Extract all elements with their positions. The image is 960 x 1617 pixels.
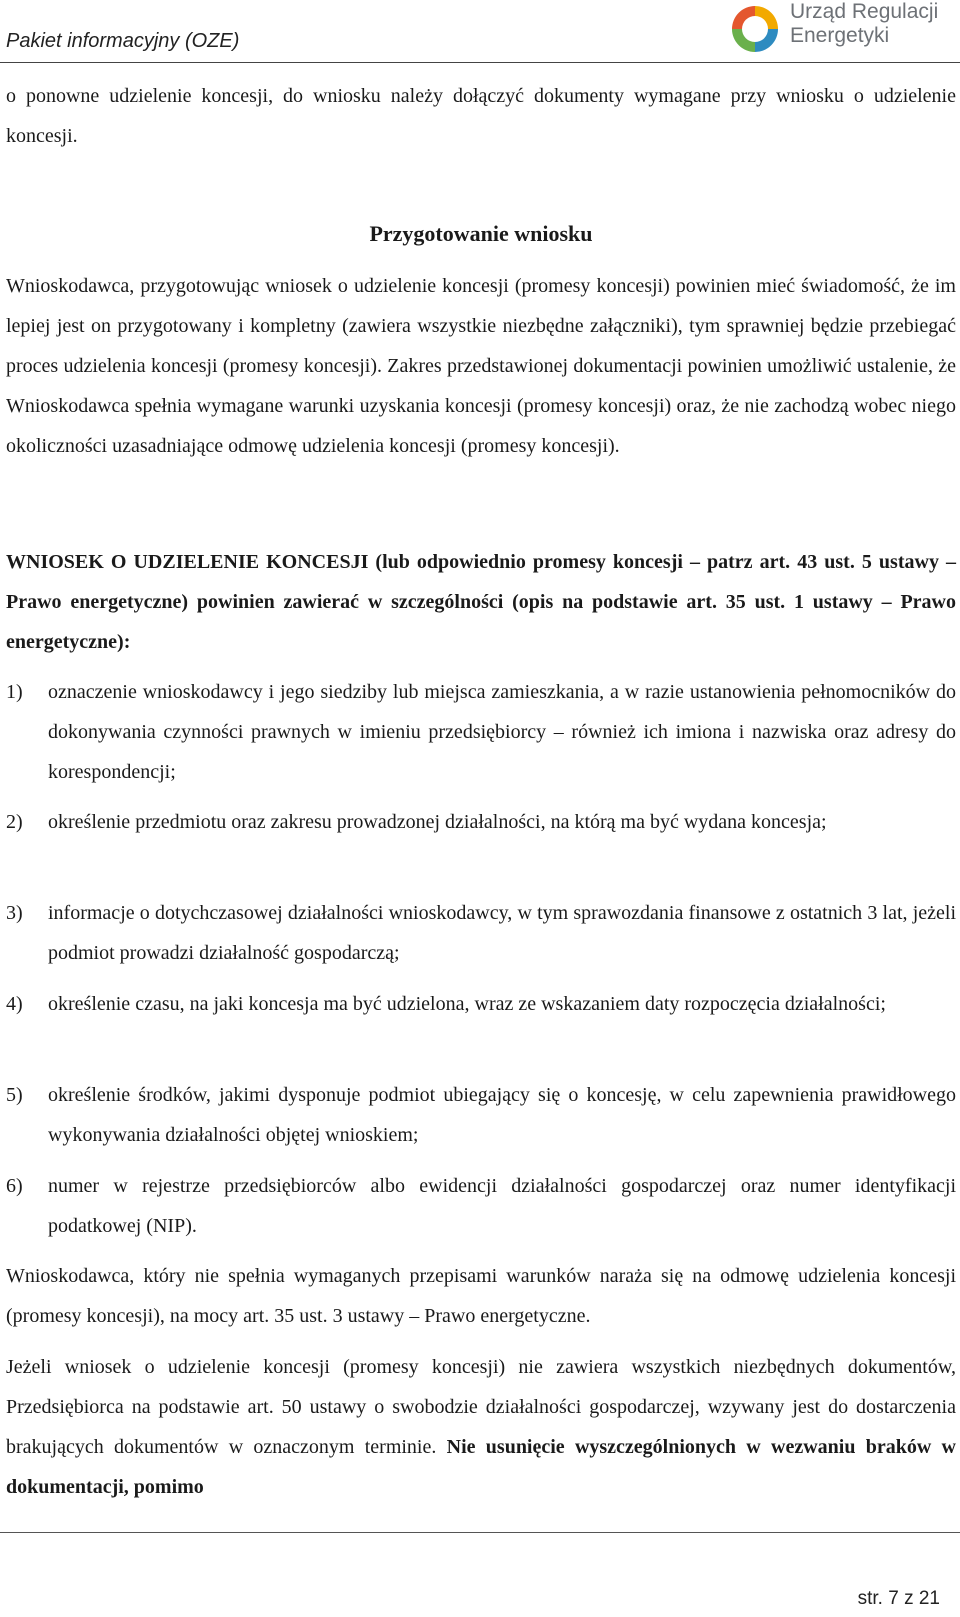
list-item-number: 6)	[6, 1175, 23, 1197]
intro-paragraph: o ponowne udzielenie koncesji, do wniosku należy dołączyć dokumenty wymagane przy wniosku o udzielenie koncesji.	[6, 85, 956, 147]
list-item-number: 1)	[6, 681, 23, 703]
list-item-text: określenie czasu, na jaki koncesja ma być udzielona, wraz ze wskazaniem daty rozpoczęcia działalności;	[48, 993, 886, 1015]
list-item-number: 5)	[6, 1084, 23, 1106]
list-item-number: 3)	[6, 902, 23, 924]
list-item-text: określenie przedmiotu oraz zakresu prowadzonej działalności, na którą ma być wydana koncesja;	[48, 811, 827, 833]
section-heading: Przygotowanie wniosku	[369, 221, 593, 246]
paragraph-preparation: Wnioskodawca, przygotowując wniosek o udzielenie koncesji (promesy koncesji) powinien mieć świadomość, że im lepiej jest on przygotowany i kompletny (zawiera wszystkie niezbędne załączniki), tym sprawniej będzie przebiegać proces udzielenia koncesji (promesy koncesji). Zakres przedstawionej dokumentacji powinien umożliwić ustalenie, że Wnioskodawca spełnia wymagane warunki uzyskania koncesji (promesy koncesji) oraz, że nie zachodzą wobec niego okoliczności uzasadniające odmowę udzielenia koncesji (promesy koncesji).	[6, 275, 956, 457]
header-divider	[0, 62, 960, 63]
list-item-text: informacje o dotychczasowej działalności wnioskodawcy, w tym sprawozdania finansowe z ostatnich 3 lat, jeżeli podmiot prowadzi działalność gospodarczą;	[48, 902, 956, 964]
document-title: Pakiet informacyjny (OZE)	[6, 30, 240, 52]
bold-intro-paragraph: WNIOSEK O UDZIELENIE KONCESJI (lub odpowiednio promesy koncesji – patrz art. 43 ust. 5 ustawy – Prawo energetyczne) powinien zawierać w szczególności (opis na podstawie art. 35 ust. 1 ustawy – Prawo energetyczne):	[6, 551, 956, 653]
footer-divider	[0, 1532, 960, 1533]
list-item-number: 2)	[6, 811, 23, 833]
logo-text	[790, 0, 938, 48]
logo-line-2: Energetyki	[790, 24, 890, 47]
page-header	[0, 0, 960, 60]
list-item-text: numer w rejestrze przedsiębiorców albo ewidencji działalności gospodarczej oraz numer identyfikacji podatkowej (NIP).	[48, 1175, 956, 1237]
paragraph-missing-documents	[6, 1347, 956, 1507]
list-item-text: oznaczenie wnioskodawcy i jego siedziby lub miejsca zamieszkania, a w razie ustanowienia pełnomocników do dokonywania czynności prawnych w imieniu przedsiębiorcy – również ich imiona i nazwiska oraz adresy do korespondencji;	[48, 681, 956, 783]
paragraph-missing-documents-bold: Nie usunięcie wyszczególnionych w wezwaniu braków w dokumentacji, pomimo	[6, 1436, 956, 1498]
ure-logo	[728, 0, 958, 56]
ure-logo-icon	[728, 2, 782, 56]
logo-line-1: Urząd Regulacji	[790, 0, 939, 23]
list-item-text: określenie środków, jakimi dysponuje podmiot ubiegający się o koncesję, w celu zapewnienia prawidłowego wykonywania działalności objętej wnioskiem;	[48, 1084, 956, 1146]
paragraph-missing-documents-text: Jeżeli wniosek o udzielenie koncesji (promesy koncesji) nie zawiera wszystkich niezbędnych dokumentów, Przedsiębiorca na podstawie art. 50 ustawy o swobodzie działalności gospodarczej, wzywany jest do dostarczenia brakujących dokumentów w oznaczonym terminie.	[6, 1356, 956, 1458]
page-number: str. 7 z 21	[857, 1588, 940, 1609]
paragraph-refusal: Wnioskodawca, który nie spełnia wymaganych przepisami warunków naraża się na odmowę udzielenia koncesji (promesy koncesji), na mocy art. 35 ust. 3 ustawy – Prawo energetyczne.	[6, 1265, 956, 1327]
list-item-number: 4)	[6, 993, 23, 1015]
